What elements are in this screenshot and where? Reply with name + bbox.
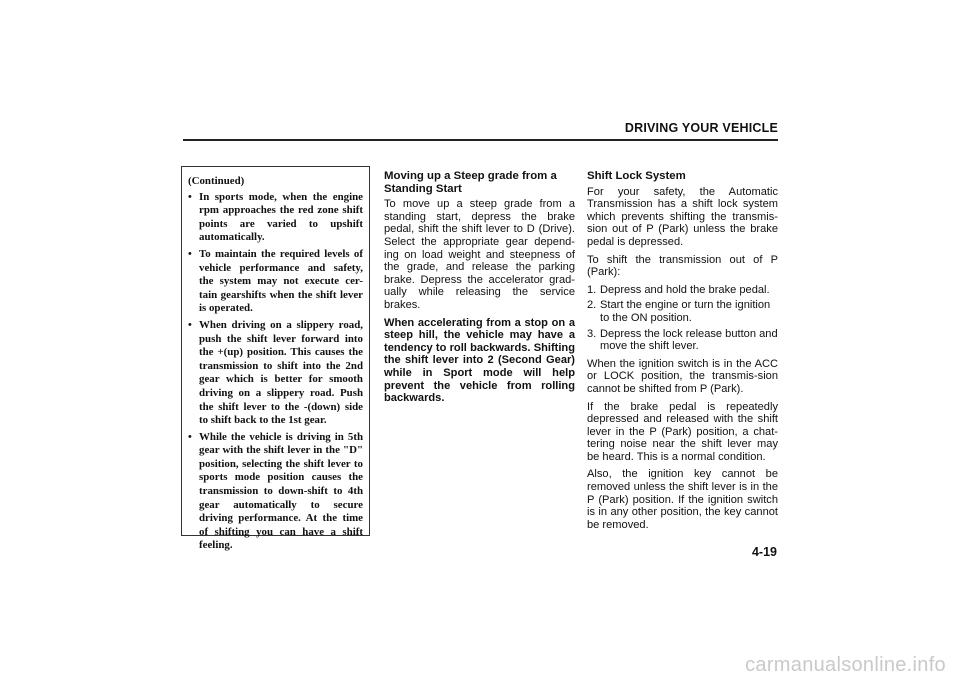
step-item <box>587 299 778 324</box>
right-column <box>587 170 778 536</box>
page-number: 4-19 <box>751 545 777 559</box>
bullet-icon: • <box>188 318 192 331</box>
warning-item <box>188 248 363 316</box>
step-number: 1. <box>587 283 597 296</box>
step-item <box>587 284 778 297</box>
warning-list <box>188 191 363 553</box>
roll-back-caution: When accelerating from a stop on a steep hill, the vehicle may have a tendency to roll backwards. Shifting the shift lever into 2 (Second Gear) while in Sport mode will help prevent the vehicle from rolling backwards. <box>384 316 575 405</box>
step-text: Depress the lock release button and move the shift lever. <box>600 327 778 353</box>
warning-item-text: While the vehicle is driving in 5th gear with the shift lever in the "D" position, selecting the shift lever to sports mode position causes the transmission to down-shift to 4th gear automatically to secure driving performance. At the time of shifting you can have a shift feeling. <box>199 430 363 552</box>
warning-item <box>188 431 363 553</box>
running-header: DRIVING YOUR VEHICLE <box>624 121 778 135</box>
steep-grade-paragraph: To move up a steep grade from a standing start, depress the brake pedal, shift the shift lever to D (Drive). Select the appropriate gear depend-ing on load weight and steepness of the grade, and release the parking brake. Depress the accelerator grad-ually while releasing the service brakes. <box>384 198 575 311</box>
shift-steps-list <box>587 284 778 353</box>
continued-label: (Continued) <box>188 175 245 187</box>
step-text: Depress and hold the brake pedal. <box>600 283 770 296</box>
section-heading-shift-lock: Shift Lock System <box>587 170 686 182</box>
continued-warning-box <box>181 166 370 552</box>
shift-lock-intro: For your safety, the Automatic Transmission has a shift lock system which prevents shifting the transmis-sion out of P (Park) unless the brake pedal is depressed. <box>587 185 778 248</box>
acc-lock-paragraph: When the ignition switch is in the ACC or LOCK position, the transmis-sion cannot be shifted from P (Park). <box>587 357 778 395</box>
step-item <box>587 328 778 353</box>
steps-intro: To shift the transmission out of P (Park): <box>587 253 778 279</box>
section-heading-steep-grade: Moving up a Steep grade from a Standing Start <box>384 170 557 195</box>
warning-item-text: In sports mode, when the engine rpm approaches the red zone shift points are varied to upshift automatically. <box>199 190 363 244</box>
middle-column <box>384 170 575 410</box>
ignition-key-paragraph: Also, the ignition key cannot be removed unless the shift lever is in the P (Park) position. If the ignition switch is in any other position, the key cannot be removed. <box>587 468 778 531</box>
bullet-icon: • <box>188 190 192 203</box>
step-number: 3. <box>587 327 597 340</box>
step-text: Start the engine or turn the ignition to the ON position. <box>600 299 771 324</box>
warning-item <box>188 191 363 245</box>
warning-item-text: To maintain the required levels of vehicle performance and safety, the system may not execute cer-tain gearshifts when the shift lever is operated. <box>199 247 363 315</box>
warning-item <box>188 319 363 428</box>
header-rule <box>183 139 778 141</box>
bullet-icon: • <box>188 247 192 260</box>
step-number: 2. <box>587 299 597 312</box>
warning-item-text: When driving on a slippery road, push the shift lever forward into the +(up) position. This causes the transmission to shift into the 2nd gear which is better for smooth driving on a slippery road. Push the shift lever to the -(down) side to shift back to the 1st gear. <box>199 318 363 427</box>
brake-noise-paragraph: If the brake pedal is repeatedly depressed and released with the shift lever in the P (Park) position, a chat-tering noise near the shift lever may be heard. This is a normal condition. <box>587 400 778 463</box>
bullet-icon: • <box>188 430 192 443</box>
watermark: carmanualsonline.info <box>745 654 946 676</box>
